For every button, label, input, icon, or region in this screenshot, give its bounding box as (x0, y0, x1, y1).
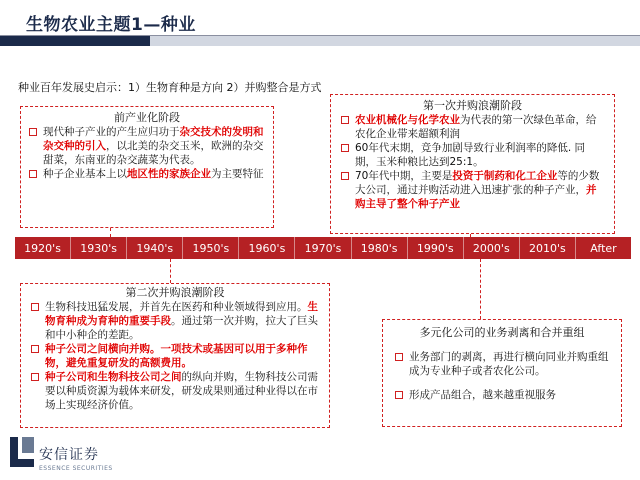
body-text: ，以北美的杂交玉米，欧洲的杂交甜菜，东南亚的杂交蔬菜为代表。 (43, 140, 264, 166)
body-text: 为代表的第一次绿色革命，给农化企业带来超额利润 (355, 114, 597, 140)
highlighted-text: 农业机械化与化学农业 (355, 114, 460, 126)
highlighted-text: 种子公司之间横向并购。一项技术或基因可以用于多种作物，避免重复研发的高额费用。 (45, 343, 308, 369)
stage-box-restructuring (382, 319, 622, 427)
list-item (31, 342, 319, 370)
square-bullet-icon (31, 345, 39, 353)
body-text: 生物科技迅猛发展，并首先在医药和种业领域得到应用。 (45, 301, 308, 313)
square-bullet-icon (395, 353, 403, 361)
stage-list (395, 350, 609, 402)
logo-mark-icon (10, 437, 34, 467)
timeline-decade: 1990's (408, 237, 464, 259)
square-bullet-icon (395, 391, 403, 399)
connector-line (170, 259, 171, 283)
list-item (341, 141, 604, 169)
timeline-decade: 2000's (464, 237, 520, 259)
timeline-decade: After (590, 241, 617, 255)
list-item (31, 300, 319, 342)
timeline-decade: 1950's (183, 237, 239, 259)
highlighted-text: 生物育种成为育种的重要手段 (45, 301, 318, 327)
square-bullet-icon (29, 170, 37, 178)
timeline-decade: 1960's (239, 237, 295, 259)
highlighted-text: 并购主导了整个种子产业 (355, 184, 597, 210)
page-subtitle: 种业百年发展史启示：1）生物育种是方向 2）并购整合是方式 (18, 81, 322, 94)
stage-heading: 多元化公司的业务剥离和合并重组 (419, 326, 585, 339)
highlighted-text: 投资于制药和化工企业 (452, 170, 558, 182)
logo-name-en: ESSENCE SECURITIES (39, 465, 113, 472)
stage-heading: 第一次并购浪潮阶段 (423, 99, 522, 112)
list-item (395, 350, 609, 378)
list-item (341, 169, 604, 211)
page-title: 生物农业主题1—种业 (26, 15, 196, 35)
square-bullet-icon (29, 128, 37, 136)
body-text: 现代种子产业的产生应归功于 (43, 126, 180, 138)
list-item (395, 388, 609, 402)
square-bullet-icon (31, 373, 39, 381)
logo-name-cn: 安信证券 (39, 447, 99, 463)
body-text: 。通过第一次并购，拉大了巨头和中小种企的差距。 (45, 315, 318, 341)
timeline-decade: 1980's (352, 237, 408, 259)
body-text: 60年代末期，竞争加剧导致行业利润率的降低. 同期，玉米种粮比达到25:1。 (355, 142, 586, 168)
list-item (29, 125, 265, 167)
stage-box-second-merger-wave (20, 283, 330, 428)
body-text: 为主要特征 (211, 168, 264, 180)
highlighted-text: 杂交技术的发明和杂交种的引入 (43, 126, 264, 152)
decade-timeline (15, 237, 631, 259)
square-bullet-icon (341, 172, 349, 180)
list-item (29, 167, 265, 181)
square-bullet-icon (341, 116, 349, 124)
timeline-decade: 2010's (520, 237, 576, 259)
body-text: 种子企业基本上以 (43, 168, 127, 180)
timeline-decade: 1930's (71, 237, 127, 259)
body-text: 形成产品组合，越来越重视服务 (409, 389, 556, 401)
square-bullet-icon (341, 144, 349, 152)
timeline-decade: 1940's (127, 237, 183, 259)
company-logo (10, 437, 150, 477)
square-bullet-icon (31, 303, 39, 311)
stage-box-first-merger-wave (330, 94, 615, 234)
highlighted-text: 种子公司和生物科技公司之间 (45, 371, 182, 383)
stage-list (341, 113, 604, 211)
connector-line (480, 259, 481, 319)
highlighted-text: 地区性的家族企业 (127, 168, 211, 180)
body-text: 业务部门的剥离，再进行横向同业并购重组成为专业种子或者农化公司。 (409, 351, 609, 377)
list-item (341, 113, 604, 141)
stage-box-pre-industrial (20, 106, 274, 228)
stage-list (31, 300, 319, 412)
connector-line (110, 228, 111, 237)
body-text: 70年代中期，主要是 (355, 170, 453, 182)
timeline-decade: 1970's (295, 237, 351, 259)
title-color-band (0, 36, 640, 46)
body-text: 等的少数大公司，通过并购活动进入迅速扩张的种子产业， (355, 170, 600, 196)
stage-heading: 第二次并购浪潮阶段 (125, 286, 225, 299)
timeline-decade: 1920's (15, 237, 71, 259)
body-text: 的纵向并购，生物科技公司需要以种质资源为载体来研发，研发成果则通过种业得以在市场上实现经济价值。 (45, 371, 318, 411)
stage-list (29, 125, 265, 181)
list-item (31, 370, 319, 412)
stage-heading: 前产业化阶段 (114, 111, 180, 124)
